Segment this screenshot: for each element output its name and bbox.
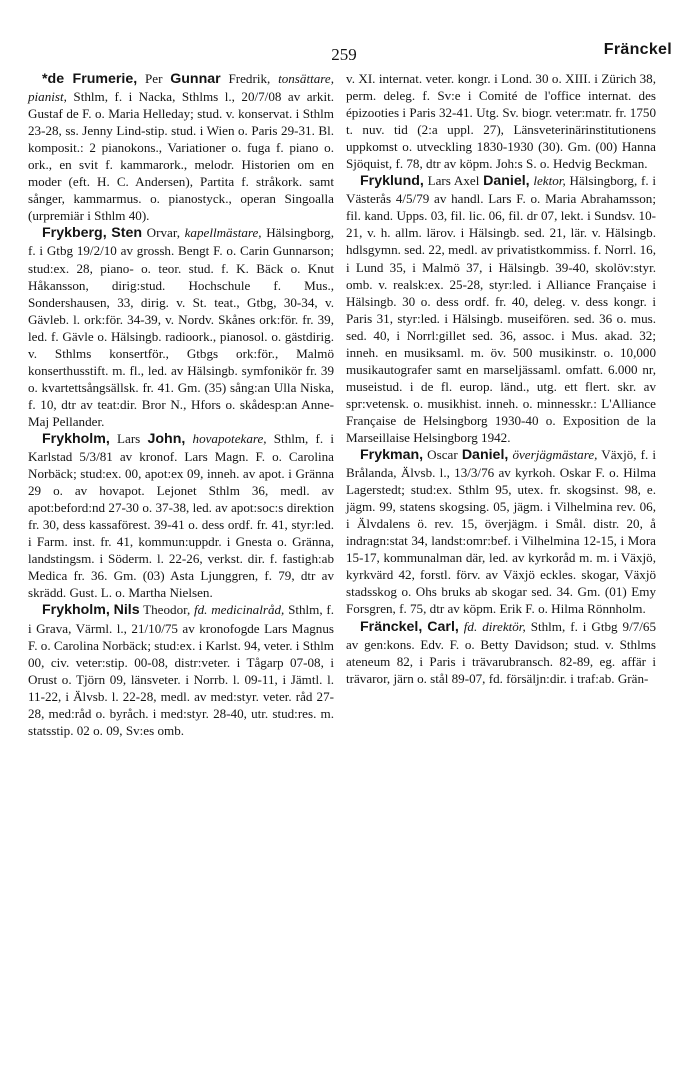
entry-frykholm-john: [28, 430, 334, 601]
entry-text: Hälsingborg, f. i Gtbg 19/2/10 av grossh. Bengt F. o. Carin Gunnarson; stud:ex. 28, piano- o. teor. stud. f. K. Bäck o. Knut Håkansson, dirig:stud. Hochschule f. Mus., Sondershausen, 33, dirig. v. St. teat., Gtbg, 30-34, v. Gävleb. l. ork:för. 34-39, v. Nordv. Skånes ork:för. fr. 39, led. f. Gävle o. Hälsingb. radioork., pianosol. o. gästdirig. v. Sthlms konsertför., Gtbgs ork:för., Malmö konserthusstift. m. fl., led. av Hälsingb. symfonikör fr. 39 o. kvartettsångsällsk. fr. 41. Gm. (35) sång:an Ulla Niska, f. 10, dtr av teat:dir. Bror N., Hfors o. skådesp:an Anne-Maj Pellander.: [28, 225, 334, 429]
entry-fryklund: [346, 172, 656, 446]
running-head: Fränckel: [603, 41, 672, 58]
entry-de-frumerie: [28, 70, 334, 224]
entry-given-names: Theodor,: [139, 602, 194, 618]
entry-frykman: [346, 446, 656, 617]
entry-text: Sthlm, f. i Gtbg 9/7/65 av gen:kons. Edv. F. o. Betty Davidson; stud. v. Sthlms ateneum 82, i Paris i trävarubransch. 82-89, eg. affär i trävaror, järn o. stål 89-07, fd. försäljn:dir. i traf:ab. Grän-: [346, 618, 656, 686]
entry-given-names: Fredrik,: [220, 71, 279, 86]
entry-frykholm-nils: [28, 601, 334, 738]
entry-call-name: Sten: [111, 225, 143, 242]
page-number: 259: [331, 45, 357, 64]
entry-continuation: [346, 70, 656, 172]
entry-call-name: Carl,: [427, 618, 459, 635]
entry-given-names: Oscar: [423, 447, 462, 463]
entry-occupation: tonsättare, pianist,: [28, 71, 334, 105]
entry-surname: Fränckel,: [360, 618, 423, 635]
entry-surname: Frykman,: [360, 447, 424, 464]
entry-given-names: Lars: [109, 430, 148, 446]
entry-occupation: överjägmästare,: [512, 447, 598, 463]
right-column: [346, 70, 656, 687]
entry-occupation: kapellmästare,: [184, 225, 262, 241]
entry-given-names: Lars Axel: [423, 173, 484, 189]
entry-call-name: Gunnar: [170, 71, 221, 87]
entry-frykberg: [28, 224, 334, 430]
entry-occupation: lektor,: [533, 173, 566, 189]
entry-call-name: Daniel,: [461, 447, 509, 464]
entry-text: Sthlm, f. i Nacka, Sthlms l., 20/7/08 av arkit. Gustaf de F. o. Maria Helleday; stud. v. konservat. i Sthlm 23-28, ss. Jenny Lind-stip. stud. i Wien o. Paris 29-31. Bl. komposit.: 2 pianokons., Variationer o. fuga f. piano o. ork., en svit f. kammarork., melodr. Historien om en moder (eft. H. C. Andersen), Partita f. stråkork. samt sånger, kammarmus. o. pianostyck., operan Singoalla (urpremiär i Sthlm 40).: [28, 89, 334, 224]
entry-call-name: John,: [147, 430, 186, 447]
entry-given-names: Per: [137, 71, 171, 86]
entry-surname: *de Frumerie,: [42, 71, 138, 87]
entry-occupation: hovapotekare,: [192, 430, 267, 446]
entry-text: Sthlm, f. i Grava, Värml. l., 21/10/75 av kronofogde Lars Magnus F. o. Carolina Norbäck; stud:ex. i Karlst. 94, veter. i Sthlm 00, civ. veter:stip. 00-08, distr:veter. i Tågarp 07-08, i Orust o. Tjörn 09, länsveter. i Norrb. l. 09-11, i Jämtl. l. 11-22, i Älvsb. l. 22-28, medl. av med:styr. veter. råd 27-28, med:råd o. byråch. i med:styr. 28-40, utr. stud:res. m. statsstip. 02 o. 09, Sv:es omb.: [28, 602, 335, 738]
entry-surname: Frykholm,: [42, 602, 110, 619]
left-column: [28, 70, 334, 739]
entry-franckel: [346, 618, 656, 687]
entry-given-names: [185, 431, 192, 446]
entry-call-name: Daniel,: [483, 173, 530, 190]
entry-surname: Frykholm,: [42, 430, 110, 447]
entry-given-names: Orvar,: [142, 225, 185, 241]
entry-text: Sthlm, f. i Karlstad 5/3/81 av kronof. Lars Magn. F. o. Carolina Norbäck; stud:ex. 00, apot:ex 09, inneh. av apot. i Gränna 29 o. av hovapot. Lejonet Sthlm 36, medl. av apot:beford:nd 27-30 o. 37-38, led. av apot:soc:s direktion fr. 30, dess kassaförest. 39-41 o. dess ordf. fr. 41, styr:led. i Farm. inst. fr. 41, kommun:uppdr. i Gnesta o. Gränna, landstingsm. i Söderm. l. 22-26, verkst. dir. f. fastigh:ab Medica fr. 36. Gm. (03) Asta Ljunggren, f. 79, dtr av skrädd. Gust. L. o. Martha Nielsen.: [28, 430, 334, 601]
entry-surname: Frykberg,: [42, 225, 107, 242]
entry-surname: Fryklund,: [360, 173, 424, 190]
entry-text: v. XI. internat. veter. kongr. i Lond. 30 o. XIII. i Zürich 38, perm. deleg. f. Sv:e i Comité de l'office internat. des épizooties i Paris 32-41. Utg. Sv. biogr. veter:matr. fr. 1750 t. nuv. tid (2:a uppl. 27), Länsveterinärinstitutionens uppkomst o. utveckling 1830-1930 (30). Gm. (00) Hanna Sjöquist, f. 78, dtr av köpm. Joh:s S. o. Hedvig Beckman.: [346, 71, 656, 172]
entry-text: Växjö, f. i Brålanda, Älvsb. l., 13/3/76 av kyrkoh. Oskar F. o. Hilma Lagerstedt; stud:ex. Sthlm 95, utex. fr. skogsinst. 98, e. jägm. 99, statens skogsing. 05, jägm. i Vilhelmina rev. 06, i Älvdalens ö. rev. 15, överjägm. i Smål. distr. 20, å indragn:stat 34, landst:omr:bef. i Vilhelmina 12-15, i Mora 15-17, kommunalman där, led. av kyrkoråd m. m. i Växjö, kyrkvärd 42, forstl. förv. av Växjö eckles. skogar, Växjö stadsskog o. Ohs bruks ab skogar sed. 34. Gm. (01) Emy Forsgren, f. 75, dtr av köpm. Erik F. o. Hilma Rönnholm.: [346, 447, 656, 617]
entry-occupation: fd. medicinalråd,: [194, 602, 285, 618]
entry-text: Hälsingborg, f. i Västerås 4/5/79 av handl. Lars F. o. Maria Abrahamsson; fil. kand. Upps. 03, fil. lic. 06, fil. dr 07, lekt. i Sundsv. 10-21, v. h. allm. lärov. i Hälsingb. sed. 21, lär. v. Hälsingb. hdlsgymn. sed. 22, medl. av privatistkommiss. f. Norrl. 16, i Lund 35, i Malmö 37, i Hälsingb. 39-40, skolöv:styr. omb. v. realsk:ex. 25-28, styr:led. i Alliance Française i Hälsingb. 30 o. dess ordf. fr. 40, deleg. v. dess kongr. i Paris 31, styr:led. i Hälsingb. museifören. sed. 36 o. mus. sed. 40, i Norrl:gillet sed. 36, assoc. i Mus. akad. 32; inneh. en musiksaml. m. öv. 500 musikinstr. o. 10,000 musikautografer samt en marseljässaml. omfatt. 6.000 nr, museistud. i de fl. europ. länd., utg. ett flert. skr. av spr:vetensk. o. musikhist. inneh. o. minnesskr.: L'Alliance Française de Helsingborg 1930-40 o. Exposition de la Marseillaise Helsingborg 1942.: [346, 173, 656, 445]
entry-call-name: Nils: [113, 602, 140, 619]
entry-occupation: fd. direktör,: [463, 618, 526, 634]
